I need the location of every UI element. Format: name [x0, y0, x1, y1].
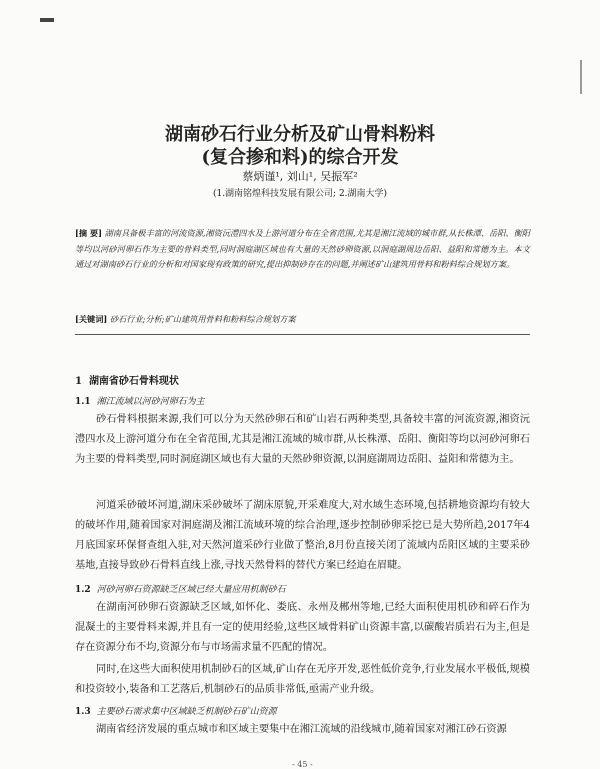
section-1-3-number: 1.3: [75, 707, 91, 717]
paragraph-4: 同时,在这些大面积使用机制砂石的区域,矿山存在无序开发,恶性低价竞争,行业发展水平极低,规模和投资较小,装备和工艺落后,机制砂石的品质非常低,亟需产业升级。: [75, 664, 530, 695]
keywords: [75, 314, 530, 325]
scan-edge-mark: [580, 60, 582, 94]
divider: [75, 334, 530, 335]
section-1-2-heading: [75, 582, 286, 595]
paragraph-5: 湖南省经济发展的重点城市和区域主要集中在湘江流域的沿线城市,随着国家对湘江砂石资源: [96, 724, 507, 735]
abstract-text: 湖南具备极丰富的河流资源,湘资沅澧四水及上游河道分布在全省范围,尤其是湘江流域的城市群,从长株潭、岳阳、衡阳等均以河砂河卵石作为主要的骨料类型,同时洞庭湖区域也有大量的天然砂卵资源,以洞庭湖周边岳阳、益阳和常德为主。本文通过对湖南砂石行业的分析和对国家现有政策的研究,提出抑制砂存在的问题,并阐述矿山建筑用骨料和粉料综合规划方案。: [75, 228, 530, 269]
section-1-1-heading: [75, 394, 205, 407]
abstract-label: [摘 要]: [75, 228, 102, 238]
section-1-2-title: 河砂河卵石资源缺乏区域已经大量应用机制砂石: [96, 585, 286, 595]
section-1-2-number: 1.2: [75, 585, 91, 595]
section-1-heading: [75, 372, 179, 387]
keywords-text: 砂石行业;分析;矿山建筑用骨料和粉料综合规划方案: [109, 314, 296, 324]
affiliation: (1.湖南铭煌科技发展有限公司; 2.湖南大学): [212, 189, 388, 199]
section-1-3-heading: [75, 704, 277, 717]
page-number: - 45 -: [292, 760, 313, 769]
section-1-number: 1: [75, 376, 82, 387]
paragraph-3: 在湖南河砂卵石资源缺乏区域,如怀化、娄底、永州及郴州等地,已经大面积使用机砂和碎石作为混凝土的主要骨料来源,并且有一定的使用经验,这些区域骨料矿山资源丰富,以碳酸岩质岩石为主,但是存在资源分布不均,资源分布与市场需求量不匹配的情况。: [75, 602, 530, 653]
paragraph-1: 砂石骨料根据来源,我们可以分为天然砂卵石和矿山岩石两种类型,具备较丰富的河流资源,湘资沅澧四水及上游河道分布在全省范围,尤其是湘江流域的城市群,从长株潭、岳阳、衡阳等均以河砂河卵石为主要的骨料类型,同时洞庭湖区域也有大量的天然砂卵资源,以洞庭湖周边岳阳、益阳和常德为主。: [75, 414, 530, 465]
abstract: [75, 226, 530, 273]
section-1-title: 湖南省砂石骨料现状: [88, 376, 179, 387]
keywords-label: [关键词]: [75, 314, 108, 324]
section-1-1-title: 湘江流域以河砂河卵石为主: [96, 397, 205, 407]
scan-corner-mark: [40, 18, 54, 22]
paper-title-line-2: (复合掺和料)的综合开发: [201, 147, 399, 168]
section-1-1-number: 1.1: [75, 397, 91, 407]
paper-title-line-1: 湖南砂石行业分析及矿山骨料粉料: [165, 124, 435, 145]
section-1-3-title: 主要砂石需求集中区域缺乏机制砂石矿山资源: [96, 707, 277, 717]
paragraph-2: 河道采砂破坏河道,湖床采砂破坏了湖床原貌,开采难度大,对水域生态环境,包括耕地资源均有较大的破坏作用,随着国家对洞庭湖及湘江流域环境的综合治理,逐步控制砂卵采挖已是大势所趋,2017年4月底国家环保督查组入驻,对天然河道采砂行业做了整治,8月份直接关闭了流域内岳阳区域的主要采砂基地,直接导致砂石骨料直线上涨,寻找天然骨料的替代方案已经迫在眉睫。: [75, 500, 530, 571]
authors: 蔡炳谨¹, 刘山¹, 吴振军²: [242, 170, 358, 183]
